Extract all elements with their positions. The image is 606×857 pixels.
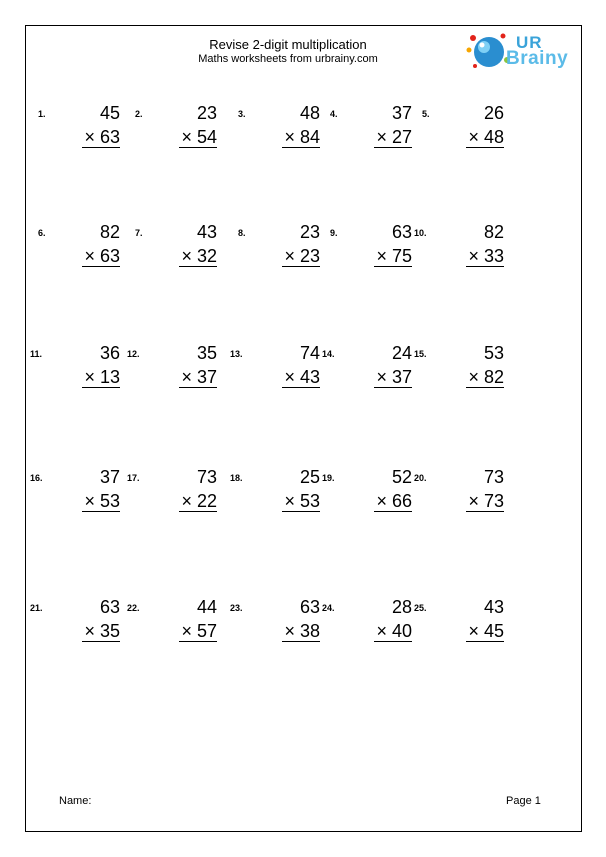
multiplier: × 33: [468, 246, 504, 266]
problem-number: 16.: [30, 473, 43, 483]
problem-number: 17.: [127, 473, 140, 483]
multiplicand: 53: [483, 343, 504, 363]
multiplier: × 73: [468, 491, 504, 511]
multiplicand: 28: [391, 597, 412, 617]
problem-23: [230, 597, 320, 643]
multiplier: × 43: [284, 367, 320, 387]
problem-number: 12.: [127, 349, 140, 359]
problem-number: 24.: [322, 603, 335, 613]
multiplier: × 82: [468, 367, 504, 387]
multiplicand: 74: [299, 343, 320, 363]
problem-4: [322, 103, 412, 149]
multiplicand: 37: [391, 103, 412, 123]
worksheet-subtitle: Maths worksheets from urbrainy.com: [198, 53, 378, 65]
problem-6: [30, 222, 120, 268]
problem-number: 20.: [414, 473, 427, 483]
multiplicand: 73: [196, 467, 217, 487]
problem-number: 15.: [414, 349, 427, 359]
problem-22: [127, 597, 217, 643]
multiplicand: 43: [196, 222, 217, 242]
multiplier: × 53: [84, 491, 120, 511]
problem-25: [414, 597, 504, 643]
problem-12: [127, 343, 217, 389]
problem-number: 21.: [30, 603, 43, 613]
multiplicand: 82: [99, 222, 120, 242]
multiplier: × 53: [284, 491, 320, 511]
problem-number: 11.: [30, 349, 43, 359]
problem-17: [127, 467, 217, 513]
multiplicand: 23: [299, 222, 320, 242]
multiplicand: 43: [483, 597, 504, 617]
problem-21: [30, 597, 120, 643]
multiplicand: 44: [196, 597, 217, 617]
problem-number: 25.: [414, 603, 427, 613]
multiplicand: 45: [99, 103, 120, 123]
problem-number: 18.: [230, 473, 243, 483]
multiplicand: 73: [483, 467, 504, 487]
multiplier: × 38: [284, 621, 320, 641]
problem-number: 7.: [135, 228, 143, 238]
multiplier: × 37: [376, 367, 412, 387]
multiplier: × 48: [468, 127, 504, 147]
problem-number: 14.: [322, 349, 335, 359]
multiplicand: 63: [299, 597, 320, 617]
problem-number: 13.: [230, 349, 243, 359]
problem-number: 23.: [230, 603, 243, 613]
multiplicand: 48: [299, 103, 320, 123]
problem-10: [414, 222, 504, 268]
problem-number: 8.: [238, 228, 246, 238]
problem-number: 2.: [135, 109, 143, 119]
logo-text-brainy: Brainy: [506, 48, 569, 69]
multiplier: × 40: [376, 621, 412, 641]
multiplier: × 66: [376, 491, 412, 511]
problem-7: [127, 222, 217, 268]
multiplicand: 36: [99, 343, 120, 363]
multiplicand: 82: [483, 222, 504, 242]
multiplier: × 57: [181, 621, 217, 641]
problem-5: [414, 103, 504, 149]
problem-8: [230, 222, 320, 268]
problem-13: [230, 343, 320, 389]
multiplier: × 13: [84, 367, 120, 387]
worksheet-title: Revise 2-digit multiplication: [209, 37, 367, 52]
problem-number: 19.: [322, 473, 335, 483]
multiplicand: 63: [391, 222, 412, 242]
multiplicand: 25: [299, 467, 320, 487]
logo-text-ur: UR: [516, 33, 543, 52]
problem-number: 22.: [127, 603, 140, 613]
multiplier: × 54: [181, 127, 217, 147]
problem-9: [322, 222, 412, 268]
problem-20: [414, 467, 504, 513]
multiplier: × 32: [181, 246, 217, 266]
multiplicand: 26: [483, 103, 504, 123]
problem-number: 4.: [330, 109, 338, 119]
problem-number: 10.: [414, 228, 427, 238]
problem-19: [322, 467, 412, 513]
problem-number: 1.: [38, 109, 46, 119]
problem-1: [30, 103, 120, 149]
multiplicand: 35: [196, 343, 217, 363]
multiplier: × 22: [181, 491, 217, 511]
multiplicand: 63: [99, 597, 120, 617]
multiplicand: 24: [391, 343, 412, 363]
multiplier: × 23: [284, 246, 320, 266]
multiplier: × 35: [84, 621, 120, 641]
problem-number: 3.: [238, 109, 246, 119]
multiplier: × 37: [181, 367, 217, 387]
problem-14: [322, 343, 412, 389]
problem-18: [230, 467, 320, 513]
problem-24: [322, 597, 412, 643]
name-label: Name:: [59, 795, 92, 807]
problem-number: 9.: [330, 228, 338, 238]
multiplier: × 75: [376, 246, 412, 266]
multiplicand: 37: [99, 467, 120, 487]
multiplier: × 84: [284, 127, 320, 147]
problem-3: [230, 103, 320, 149]
multiplicand: 23: [196, 103, 217, 123]
problem-number: 5.: [422, 109, 430, 119]
problem-15: [414, 343, 504, 389]
multiplier: × 63: [84, 127, 120, 147]
problem-number: 6.: [38, 228, 46, 238]
multiplier: × 45: [468, 621, 504, 641]
multiplicand: 52: [391, 467, 412, 487]
multiplier: × 63: [84, 246, 120, 266]
problem-2: [127, 103, 217, 149]
page-number: Page 1: [506, 795, 541, 807]
problem-16: [30, 467, 120, 513]
multiplier: × 27: [376, 127, 412, 147]
problem-11: [30, 343, 120, 389]
